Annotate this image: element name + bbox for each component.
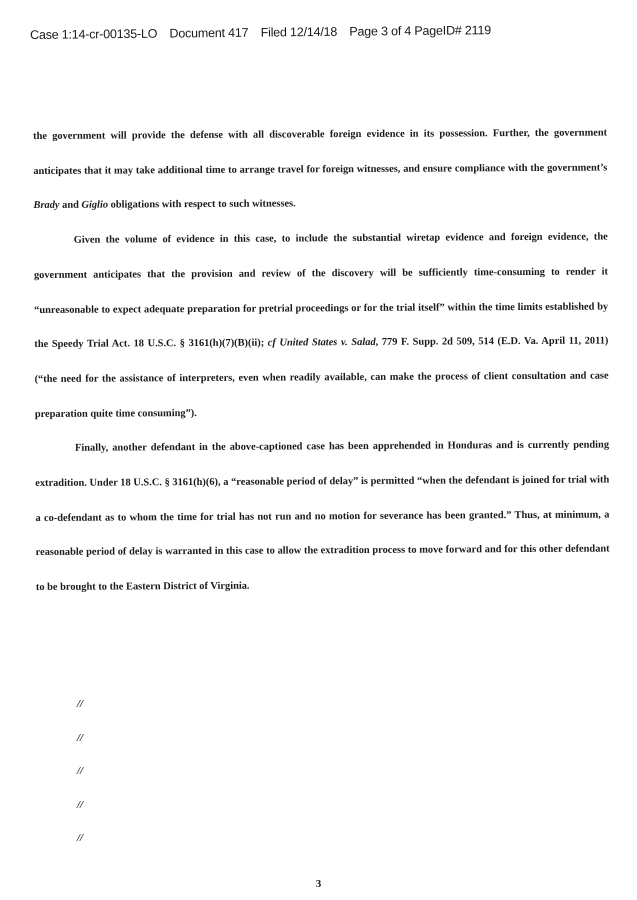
paragraph-3: Finally, another defendant in the above-captioned case has been apprehended in Honduras and is currently pending extradition. Under 18 U.S.C. § 3161(h)(6), a “reasonable period of delay” is permitted “when the defendant is joined for trial with a co-defendant as to whom the time for trial has not run and no motion for severance has been granted.” Thus, at minimum, a reasonable period of delay is warranted in this case to allow the extradition process to move forward and for this other defendant to be brought to the Eastern District of Virginia. <box>35 439 610 594</box>
document-body <box>33 116 610 605</box>
case-citation-salad: cf United States v. Salad <box>267 337 376 349</box>
continuation-mark: // <box>77 698 84 710</box>
document-number: Document 417 <box>169 25 249 41</box>
continuation-mark: // <box>77 731 84 744</box>
page-info: Page 3 of 4 PageID# 2119 <box>349 23 492 39</box>
continuation-mark: // <box>77 798 84 811</box>
case-number: Case 1:14-cr-00135-LO <box>30 26 158 42</box>
continuation-mark: // <box>77 765 84 777</box>
paragraph-2: Given the volume of evidence in this case, to include the substantial wiretap evidence and foreign evidence, the government anticipates that the provision and review of the discovery will be sufficiently time-consuming to render it “unreasonable to expect adequate preparation for pretrial proceedings or for the trial itself” within the time limits established by the Speedy Trial Act. 18 U.S.C. § 3161(h)(7)(B)(ii); cf United States v. Salad, 779 F. Supp. 2d 509, 514 (E.D. Va. April 11, 2011) (“the need for the assistance of interpreters, even when readily available, can make the process of client consultation and case preparation quite time consuming”). <box>33 231 609 420</box>
page-number: 3 <box>315 878 322 890</box>
continuation-mark: // <box>77 832 84 844</box>
filed-date: Filed 12/14/18 <box>260 24 338 40</box>
paragraph-1: the government will provide the defense with all discoverable foreign evidence in its possession. Further, the government anticipates that it may take additional time to arrange travel for foreign witnesses, and ensure compliance with the government’s Brady and Giglio obligations with respect to such witnesses. <box>33 127 608 212</box>
case-name-giglio: Giglio <box>81 199 109 212</box>
case-header <box>30 22 610 42</box>
case-name-brady: Brady <box>33 200 60 212</box>
continuation-marks <box>77 694 83 862</box>
